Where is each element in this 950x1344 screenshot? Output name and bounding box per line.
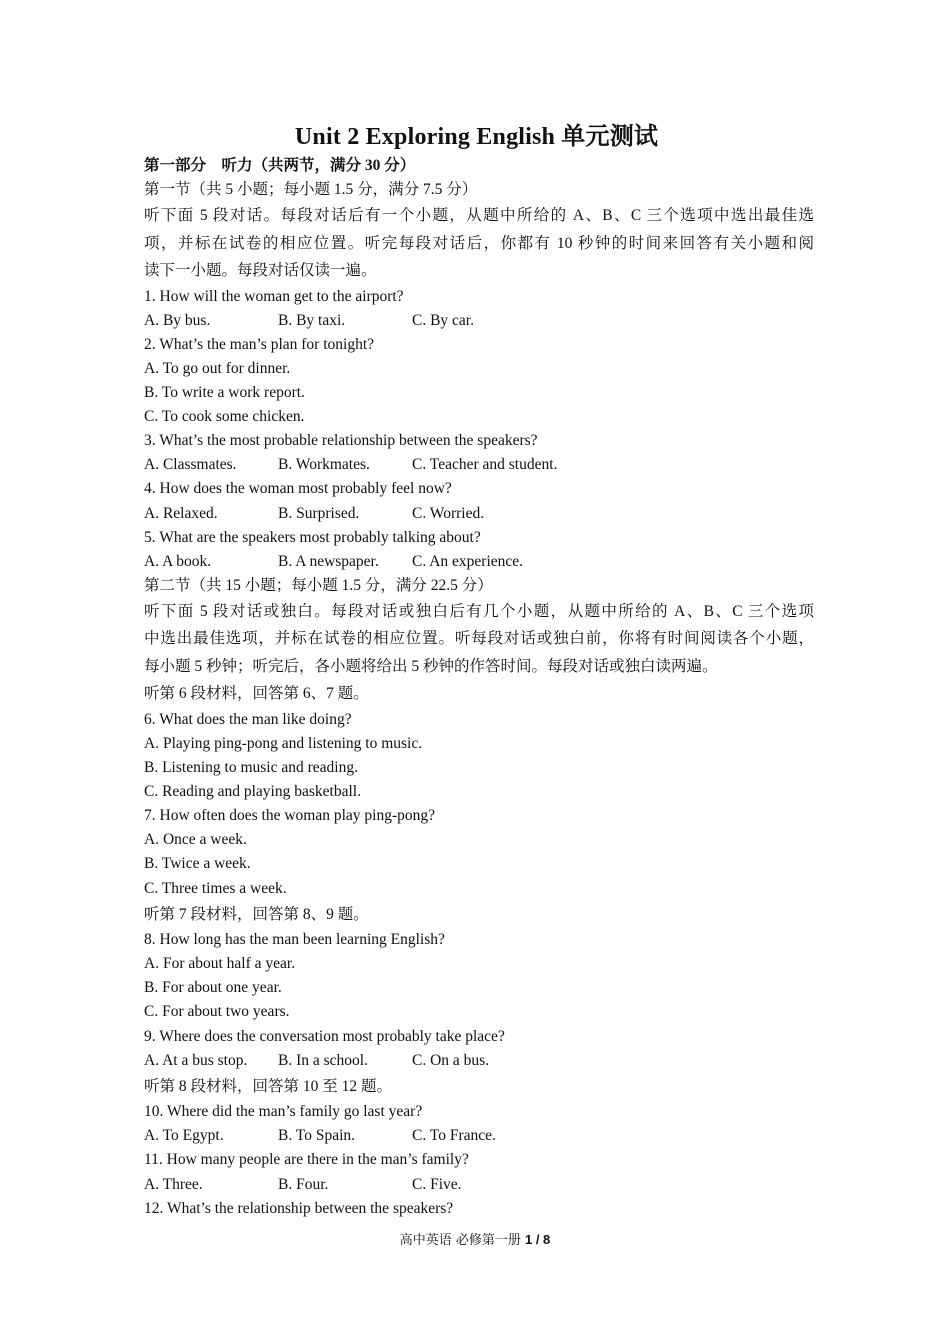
option-b: B. A newspaper.	[278, 552, 379, 570]
question-stem: 7. How often does the woman play ping-pong?	[144, 807, 435, 825]
option-a: A. For about half a year.	[144, 955, 296, 973]
question-options	[144, 309, 814, 333]
material-label: 听第 8 段材料，回答第 10 至 12 题。	[144, 1077, 393, 1095]
option-c: C. To cook some chicken.	[144, 408, 305, 426]
question-options	[144, 1124, 814, 1148]
section1-heading: 第一节（共 5 小题；每小题 1.5 分，满分 7.5 分）	[144, 181, 478, 199]
option-c: C. On a bus.	[412, 1051, 490, 1069]
option-c: C. Worried.	[412, 504, 485, 522]
question-stem: 11. How many people are there in the man’s family?	[144, 1151, 469, 1169]
page-number: 1 / 8	[524, 1232, 551, 1247]
option-a: A. By bus.	[144, 311, 211, 329]
option-a: A. To Egypt.	[144, 1127, 224, 1145]
option-c: C. Teacher and student.	[412, 456, 558, 474]
page-footer	[0, 1229, 950, 1248]
option-a: A. At a bus stop.	[144, 1051, 248, 1069]
option-b: B. Listening to music and reading.	[144, 759, 358, 777]
option-b: B. To Spain.	[278, 1127, 356, 1145]
option-a: A. A book.	[144, 552, 212, 570]
option-a: A. Three.	[144, 1175, 203, 1193]
part1-heading: 第一部分 听力（共两节，满分 30 分）	[144, 157, 416, 174]
option-c: C. Reading and playing basketball.	[144, 783, 361, 801]
option-b: B. To write a work report.	[144, 384, 305, 402]
option-b: B. Twice a week.	[144, 855, 251, 873]
question-stem: 8. How long has the man been learning English?	[144, 931, 445, 949]
option-a: A. Relaxed.	[144, 504, 218, 522]
question-stem: 3. What’s the most probable relationship between the speakers?	[144, 432, 538, 450]
option-c: C. Five.	[412, 1175, 462, 1193]
question-options	[144, 502, 814, 526]
section2-instruction-line: 中选出最佳选项，并标在试卷的相应位置。听每段对话或独白前，你将有时间阅读各个小题，	[144, 630, 814, 648]
option-b: B. By taxi.	[278, 311, 346, 329]
option-b: B. Surprised.	[278, 504, 360, 522]
material-label: 听第 6 段材料，回答第 6、7 题。	[144, 685, 369, 703]
option-b: B. For about one year.	[144, 979, 282, 997]
option-b: B. Workmates.	[278, 456, 370, 474]
question-stem: 2. What’s the man’s plan for tonight?	[144, 335, 375, 353]
section1-instruction-line: 听下面 5 段对话。每段对话后有一个小题，从题中所给的 A、B、C 三个选项中选出最佳选	[144, 207, 814, 225]
question-stem: 9. Where does the conversation most probably take place?	[144, 1027, 505, 1045]
material-label: 听第 7 段材料，回答第 8、9 题。	[144, 905, 369, 923]
question-stem: 1. How will the woman get to the airport?	[144, 287, 404, 305]
question-options	[144, 1173, 814, 1197]
question-stem: 12. What’s the relationship between the speakers?	[144, 1199, 454, 1217]
footer-text: 高中英语 必修第一册	[399, 1233, 525, 1248]
question-stem: 4. How does the woman most probably feel now?	[144, 480, 452, 498]
option-a: A. Playing ping-pong and listening to music.	[144, 735, 423, 752]
section1-instruction-line: 读下一小题。每段对话仅读一遍。	[144, 262, 377, 280]
section1-instruction-line: 项，并标在试卷的相应位置。听完每段对话后，你都有 10 秒钟的时间来回答有关小题和阅	[144, 234, 814, 252]
question-options	[144, 1049, 814, 1073]
option-b: B. In a school.	[278, 1051, 368, 1069]
option-a: A. To go out for dinner.	[144, 359, 291, 377]
section2-instruction-line: 每小题 5 秒钟；听完后，各小题将给出 5 秒钟的作答时间。每段对话或独白读两遍。	[144, 657, 718, 675]
option-a: A. Classmates.	[144, 456, 237, 474]
option-a: A. Once a week.	[144, 831, 247, 849]
question-options	[144, 550, 814, 574]
page-title: Unit 2 Exploring English 单元测试	[294, 124, 659, 150]
section2-heading: 第二节（共 15 小题；每小题 1.5 分，满分 22.5 分）	[144, 576, 493, 594]
question-stem: 10. Where did the man’s family go last year?	[144, 1103, 423, 1121]
question-stem: 5. What are the speakers most probably talking about?	[144, 528, 481, 546]
content	[144, 154, 814, 1221]
option-c: C. By car.	[412, 311, 474, 329]
question-stem: 6. What does the man like doing?	[144, 710, 352, 728]
option-c: C. An experience.	[412, 552, 524, 570]
option-c: C. To France.	[412, 1127, 496, 1145]
option-b: B. Four.	[278, 1175, 329, 1193]
question-options	[144, 453, 814, 477]
section2-instruction-line: 听下面 5 段对话或独白。每段对话或独白后有几个小题，从题中所给的 A、B、C 三个选项	[144, 602, 814, 620]
option-c: C. Three times a week.	[144, 879, 287, 897]
option-c: C. For about two years.	[144, 1003, 290, 1021]
